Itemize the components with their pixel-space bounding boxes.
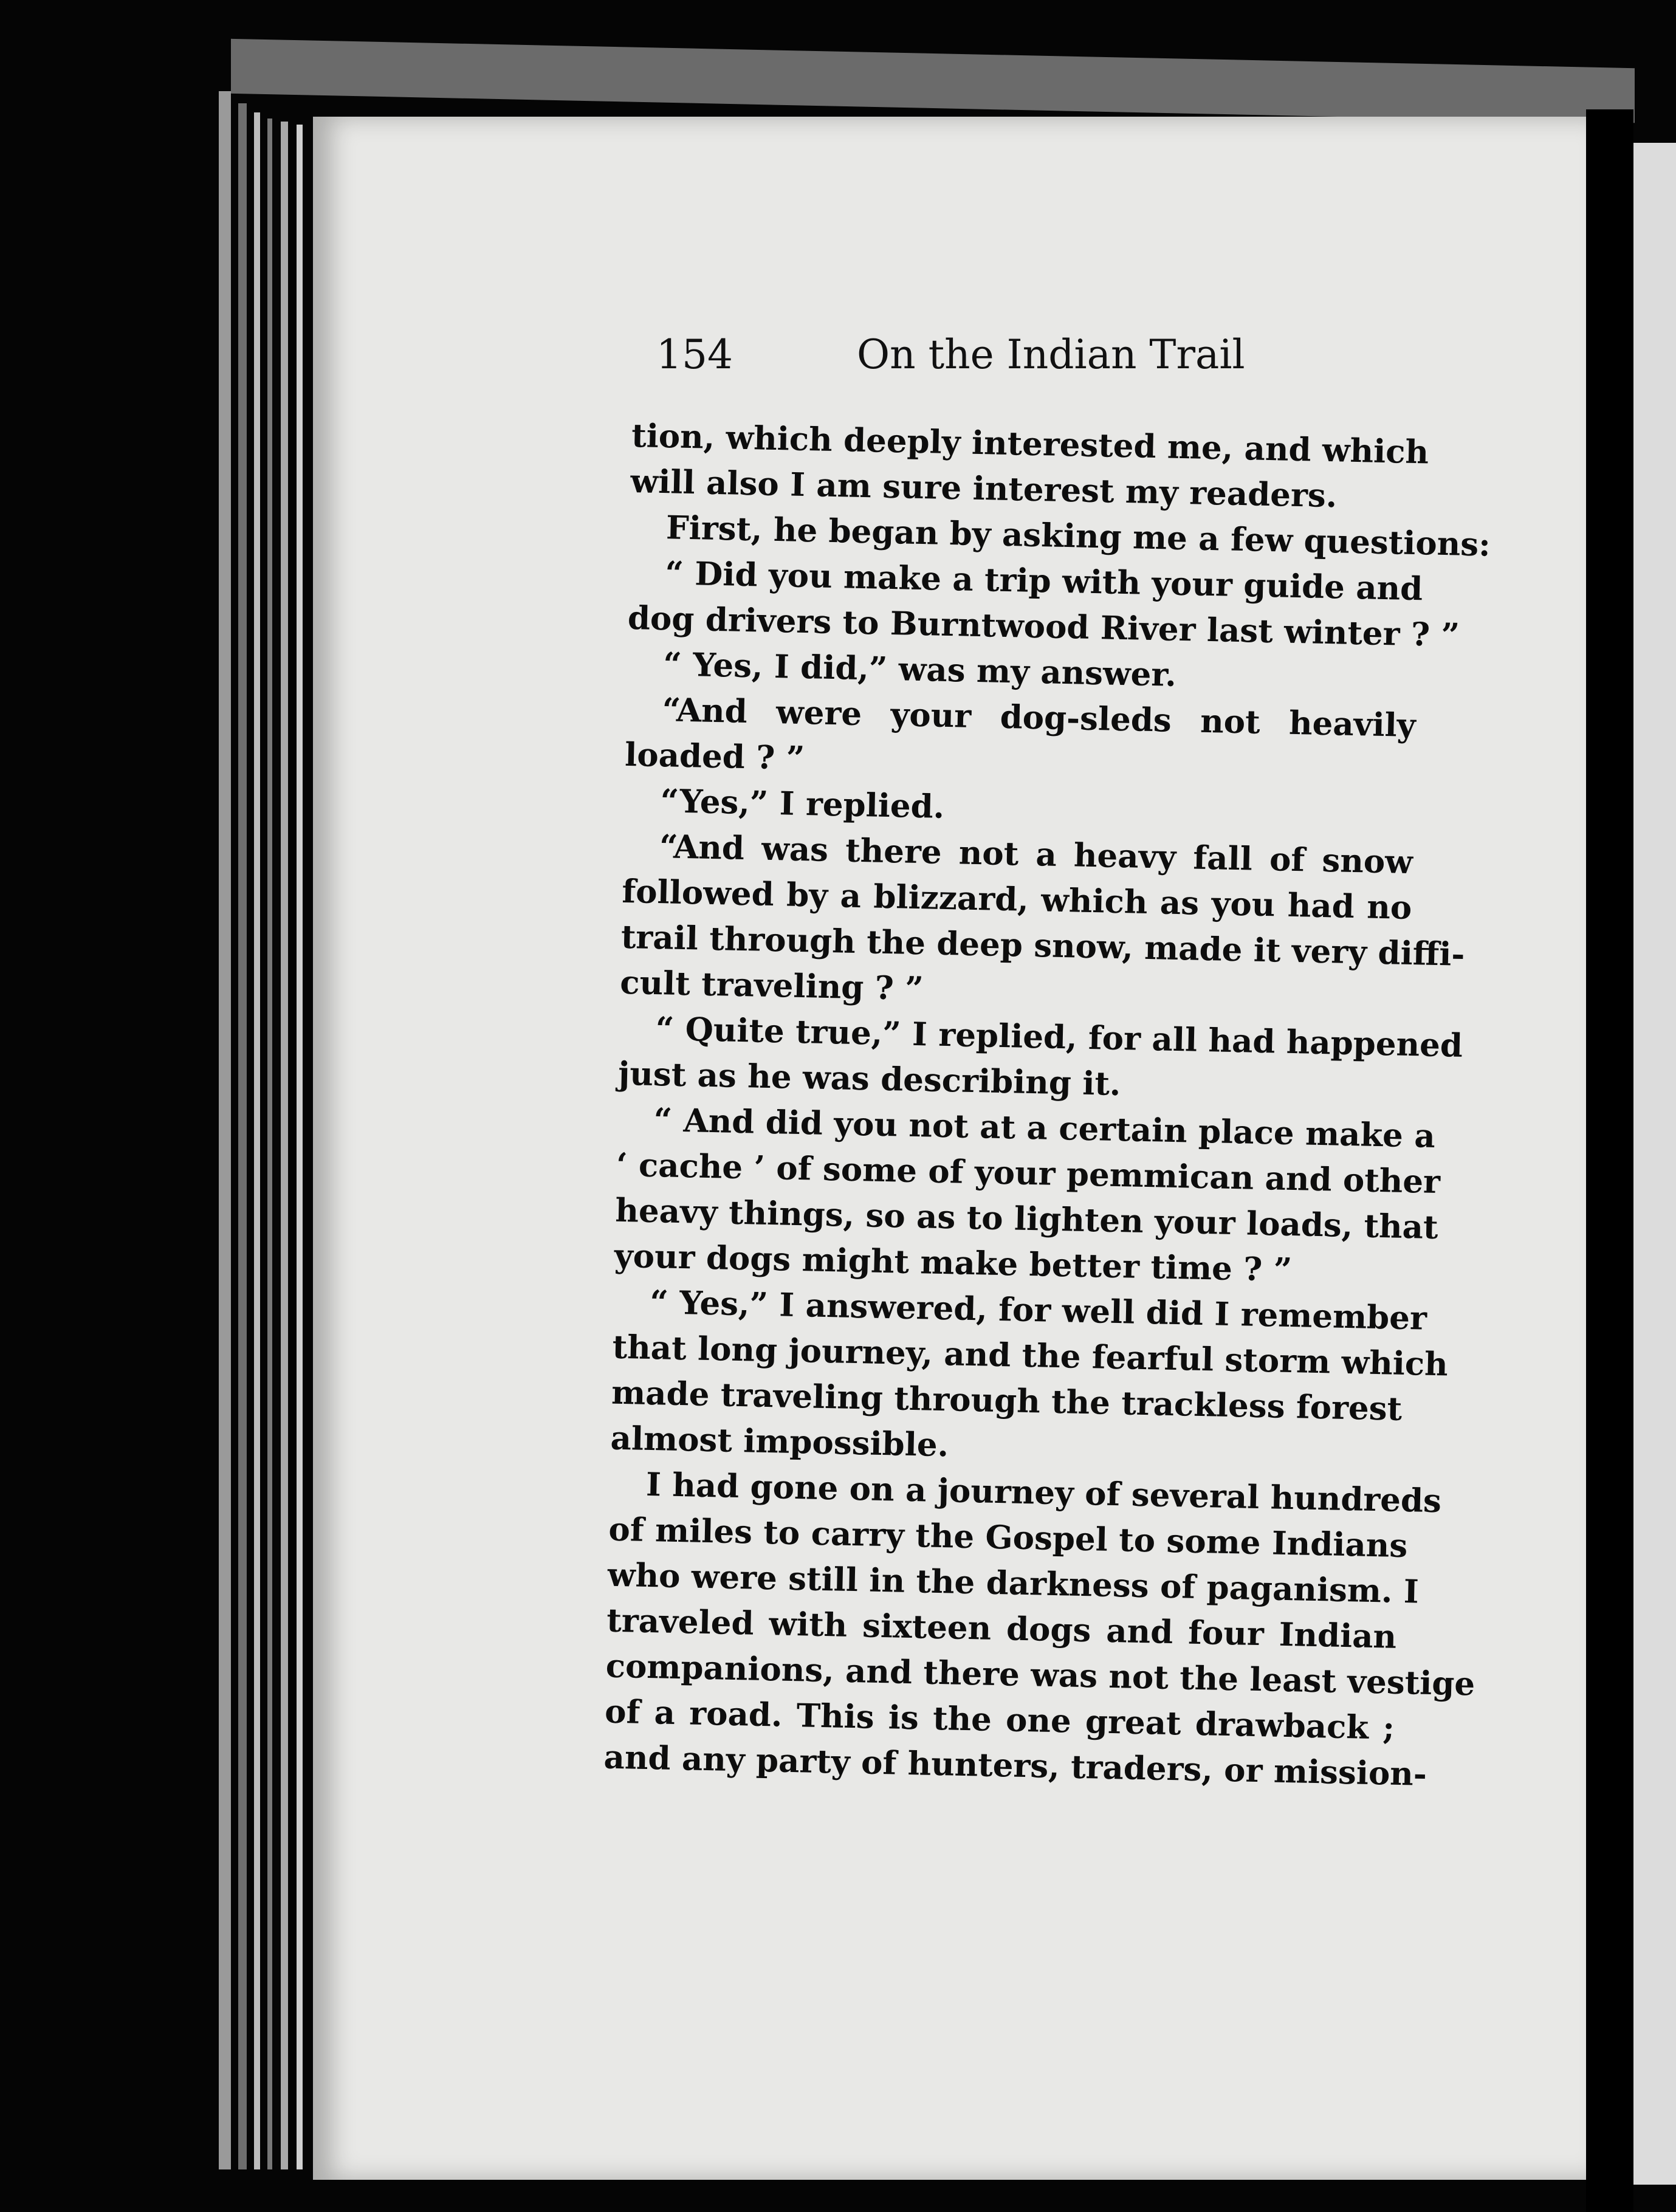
text-line: tion, which deeply interested me, and which: [631, 416, 1429, 472]
text-line: your dogs might make better time ? ”: [614, 1237, 1293, 1290]
text-line: followed by a blizzard, which as you had no: [621, 872, 1412, 927]
text-line: “ Quite true,” I replied, for all had happened: [655, 1010, 1463, 1065]
text-line: “And were your dog-sleds not heavily: [662, 691, 1417, 745]
text-line: dog drivers to Burntwood River last winter ? ”: [627, 599, 1460, 654]
text-line: ‘ cache ’ of some of your pemmican and other: [616, 1146, 1441, 1201]
text-line: “ And did you not at a certain place make a: [653, 1101, 1436, 1155]
page-edge: [281, 122, 288, 2169]
page-edge: [297, 125, 303, 2169]
running-title: On the Indian Trail: [857, 331, 1245, 378]
text-line: companions, and there was not the least vestige: [605, 1647, 1475, 1703]
text-line: and any party of hunters, traders, or mission-: [603, 1738, 1427, 1793]
text-line: that long journey, and the fearful storm which: [612, 1328, 1449, 1384]
text-line: heavy things, so as to lighten your loads, that: [614, 1191, 1439, 1247]
text-line: “ Yes, I did,” was my answer.: [662, 645, 1177, 694]
text-line: cult traveling ? ”: [619, 963, 924, 1008]
book-gutter: [1586, 109, 1633, 2212]
text-line: of miles to carry the Gospel to some Indians: [608, 1510, 1408, 1565]
text-line: of a road. This is the one great drawback ;: [604, 1692, 1395, 1747]
text-line: almost impossible.: [610, 1419, 949, 1465]
facing-page-edge: [1633, 143, 1676, 2185]
text-line: trail through the deep snow, made it very diffi-: [620, 918, 1465, 974]
body-text: [603, 413, 1491, 1797]
page-edge: [219, 91, 231, 2169]
text-line: traveled with sixteen dogs and four Indian: [606, 1601, 1397, 1656]
text-line: “ Did you make a trip with your guide and: [664, 554, 1423, 608]
page-edge: [238, 103, 247, 2169]
running-head: [656, 331, 1245, 392]
text-line: just as he was describing it.: [617, 1054, 1122, 1104]
text-line: “And was there not a heavy fall of snow: [659, 828, 1413, 882]
text-line: I had gone on a journey of several hundreds: [645, 1465, 1442, 1520]
page-edge: [267, 118, 272, 2169]
text-line: “Yes,” I replied.: [659, 782, 945, 826]
text-line: made traveling through the trackless forest: [611, 1373, 1403, 1428]
text-line: “ Yes,” I answered, for well did I remember: [649, 1283, 1427, 1338]
page-edge: [254, 112, 260, 2169]
text-line: will also I am sure interest my readers.: [630, 462, 1338, 515]
text-line: First, he began by asking me a few questions:: [665, 509, 1491, 564]
text-line: loaded ? ”: [624, 735, 805, 778]
page-number: 154: [656, 331, 733, 378]
text-line: who were still in the darkness of paganism. I: [607, 1556, 1420, 1611]
